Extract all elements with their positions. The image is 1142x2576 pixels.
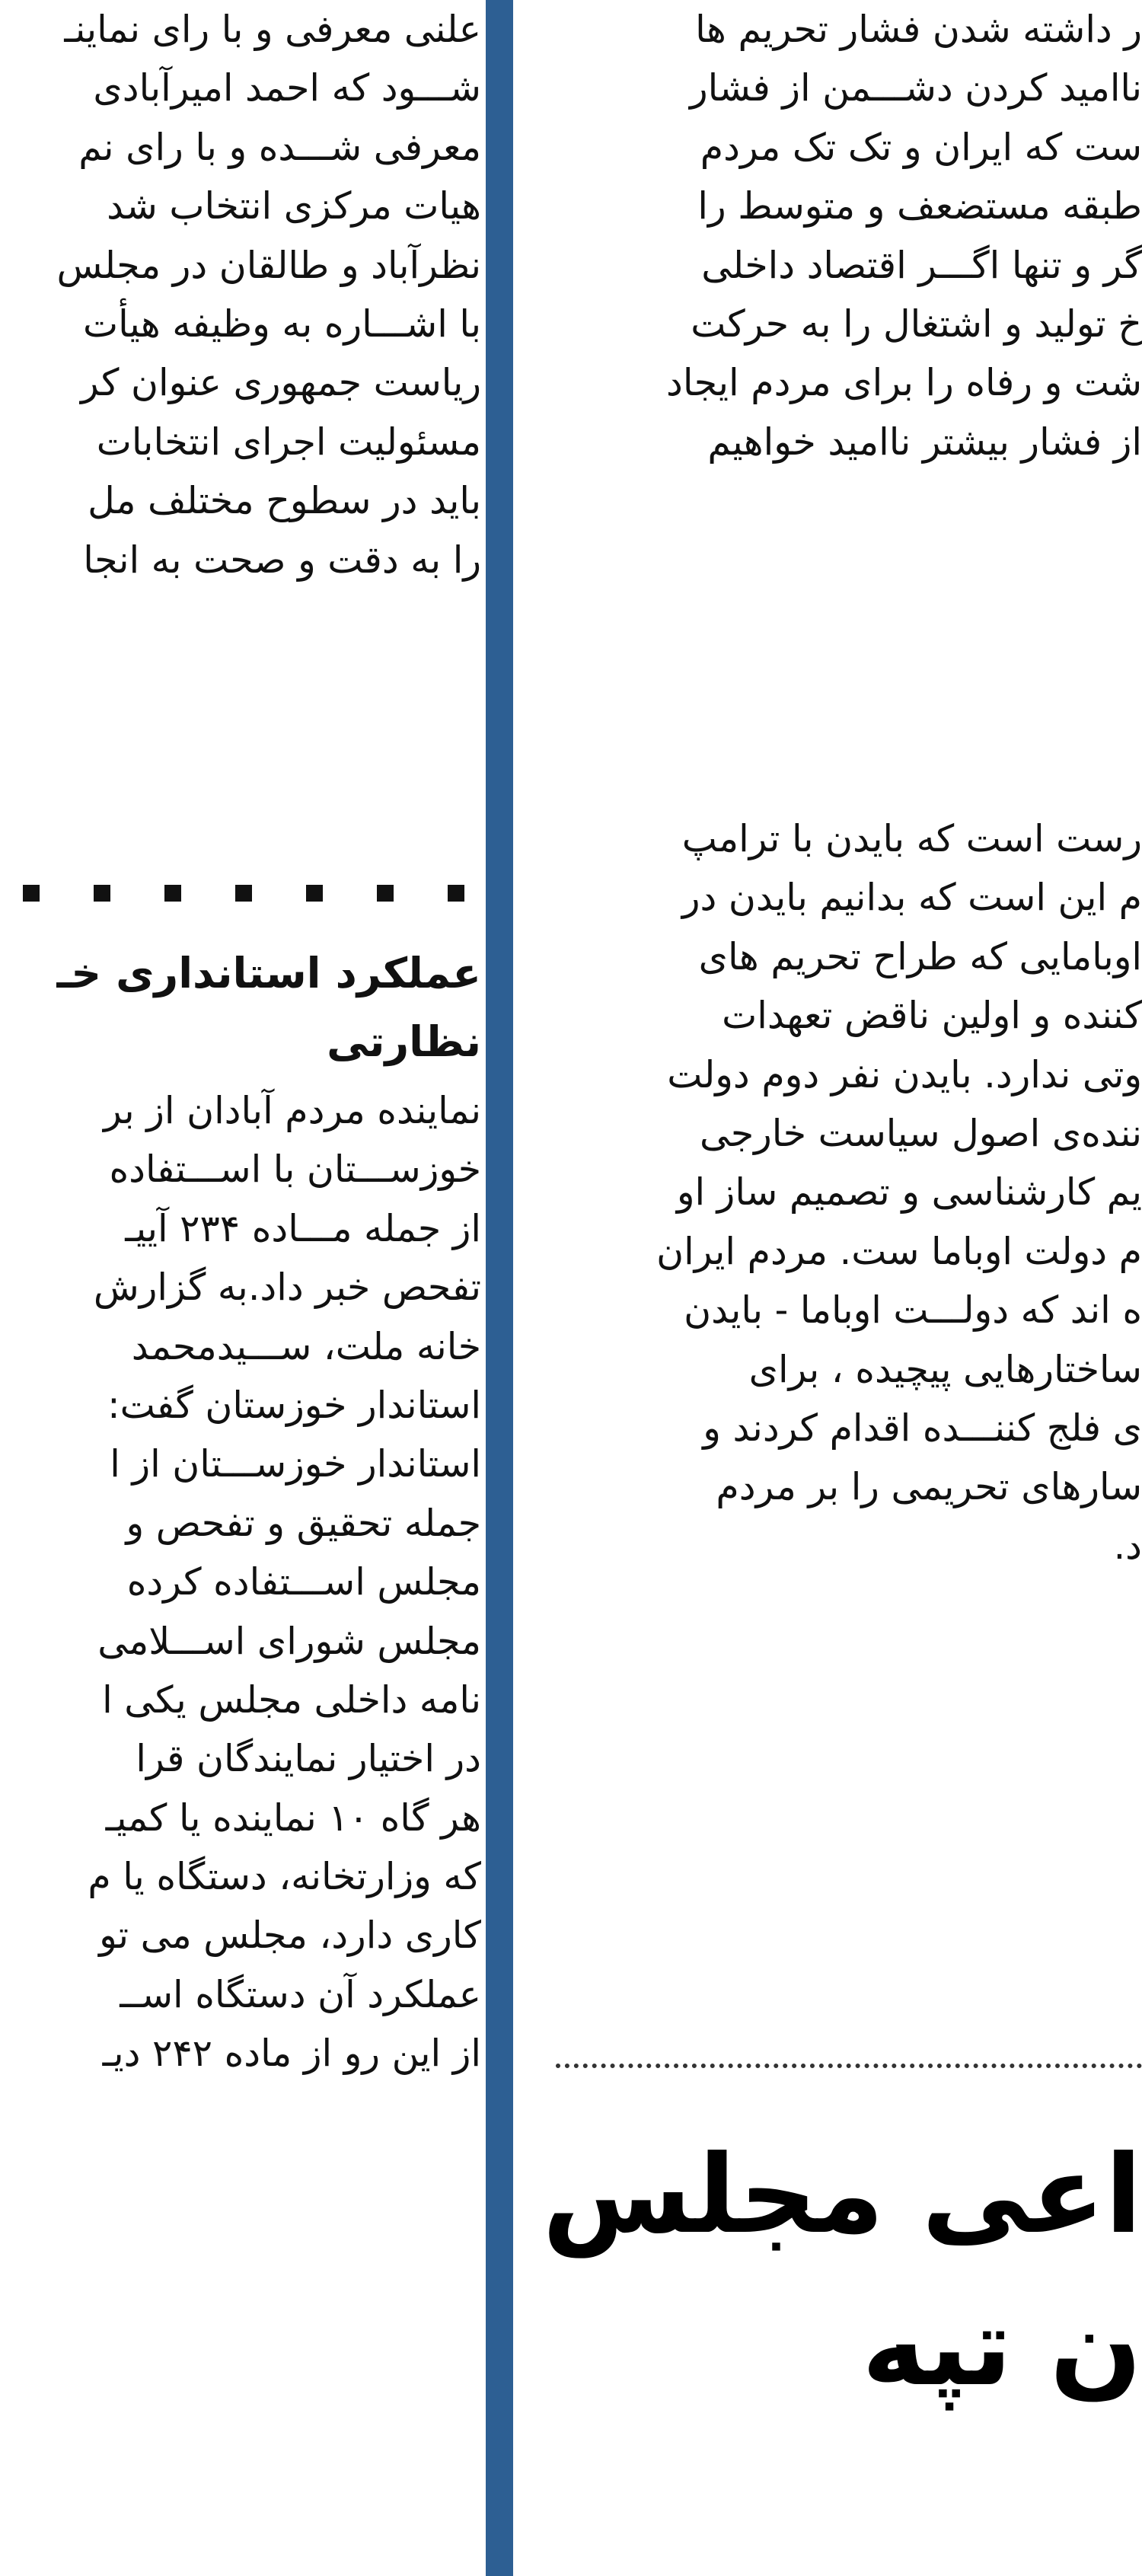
text-line: ی فلج کننـــده اقدام کردند و	[703, 1406, 1142, 1450]
text-line: از جمله مـــاده ۲۳۴ آییـ	[125, 1206, 481, 1250]
section-heading-line-2: نظارتی	[327, 1017, 481, 1066]
text-line: طبقه مستضعف و متوسط را	[697, 184, 1142, 228]
text-line: ریاست جمهوری عنوان کر	[81, 361, 481, 405]
bullet-separator	[23, 882, 464, 905]
bullet-square	[235, 885, 252, 902]
text-line: د.	[1113, 1524, 1142, 1568]
text-line: با اشـــاره به وظیفه هیأت	[83, 302, 481, 346]
text-line: ست که ایران و تک تک مردم	[700, 125, 1142, 169]
text-line: هیات مرکزی انتخاب شد	[107, 184, 481, 228]
bullet-square	[448, 885, 464, 902]
text-line: خانه ملت، ســـیدمحمد	[131, 1324, 481, 1368]
column-divider	[481, 0, 518, 2576]
bullet-square	[94, 885, 110, 902]
text-line: را به دقت و صحت به انجا	[83, 538, 481, 582]
text-line: معرفی شـــده و با رای نم	[78, 125, 481, 169]
text-line: مسئولیت اجرای انتخابات	[96, 420, 481, 464]
text-line: ساختارهایی پیچیده ، برای	[748, 1347, 1142, 1391]
text-line: هر گاه ۱۰ نماینده یا کمیـ	[105, 1796, 481, 1840]
text-line: شت و رفاه را برای مردم ایجاد	[666, 361, 1142, 405]
text-line: خ تولید و اشتغال را به حرکت	[691, 302, 1142, 346]
text-line: نظرآباد و طالقان در مجلس	[56, 243, 481, 287]
bullet-square	[23, 885, 40, 902]
text-line: نماینده مردم آبادان از بر	[103, 1089, 481, 1132]
left-paragraph-1	[0, 0, 481, 589]
text-line: ر داشته شدن فشار تحریم ها	[695, 8, 1142, 51]
text-line: استاندار خوزستان گفت:	[107, 1383, 481, 1427]
text-line: م این است که بدانیم بایدن در	[681, 876, 1142, 920]
text-line: خوزســـتان با اســـتفاده	[109, 1148, 481, 1192]
text-line: م دولت اوباما ست. مردم ایران	[656, 1229, 1142, 1273]
section-heading-line-1: عملکرد استانداری خـ	[56, 949, 481, 998]
text-line: ه اند که دولـــت اوباما - بایدن	[684, 1288, 1142, 1333]
text-line: از فشار بیشتر ناامید خواهیم	[707, 420, 1142, 464]
left-paragraph-2	[0, 1081, 481, 2083]
bullet-square	[306, 885, 323, 902]
text-line: کاری دارد، مجلس می تو	[99, 1914, 481, 1958]
text-line: نامه داخلی مجلس یکی ا	[102, 1677, 481, 1722]
text-line: مجلس اســـتفاده کرده	[126, 1560, 481, 1604]
text-line: باید در سطوح مختلف مل	[88, 479, 481, 523]
right-paragraph-2	[518, 809, 1142, 1575]
text-line: که وزارتخانه، دستگاه یا م	[88, 1855, 481, 1899]
text-line: سارهای تحریمی را بر مردم	[716, 1465, 1142, 1509]
text-line: جمله تحقیق و تفحص و	[126, 1501, 481, 1545]
right-paragraph-1	[518, 0, 1142, 471]
text-line: یم کارشناسی و تصمیم ساز او	[676, 1170, 1142, 1215]
text-line: علنی معرفی و با رای نماینـ	[64, 8, 481, 51]
text-line: کننده و اولین ناقض تعهدات	[722, 994, 1142, 1038]
text-line: تفحص خبر داد.به گزارش	[93, 1266, 481, 1310]
bullet-square	[164, 885, 181, 902]
text-line: وتی ندارد. بایدن نفر دوم دولت	[667, 1052, 1142, 1096]
text-line: رست است که بایدن با ترامپ	[681, 817, 1142, 860]
text-line: ناامید کردن دشـــمن از فشار	[690, 66, 1142, 110]
text-line: گر و تنها اگـــر اقتصاد داخلی	[701, 243, 1142, 287]
headline-line-1: اعی مجلس	[542, 2132, 1142, 2258]
text-line: ننده‌ی اصول سیاست خارجی	[700, 1111, 1142, 1155]
bullet-square	[377, 885, 394, 902]
dotted-separator	[556, 2048, 1142, 2068]
text-line: مجلس شورای اســـلامی	[97, 1619, 481, 1663]
text-line: استاندار خوزســـتان از ا	[110, 1442, 481, 1486]
text-line: از این رو از ماده ۲۴۲ دیـ	[102, 2032, 481, 2076]
text-line: اوبامایی که طراح تحریم های	[698, 934, 1142, 978]
text-line: شـــود که احمد امیرآبادی	[93, 66, 481, 110]
text-line: در اختیار نمایندگان قرا	[136, 1737, 481, 1781]
headline-line-2: ن تپه	[861, 2284, 1142, 2410]
text-line: عملکرد آن دستگاه اســ	[120, 1972, 481, 2016]
